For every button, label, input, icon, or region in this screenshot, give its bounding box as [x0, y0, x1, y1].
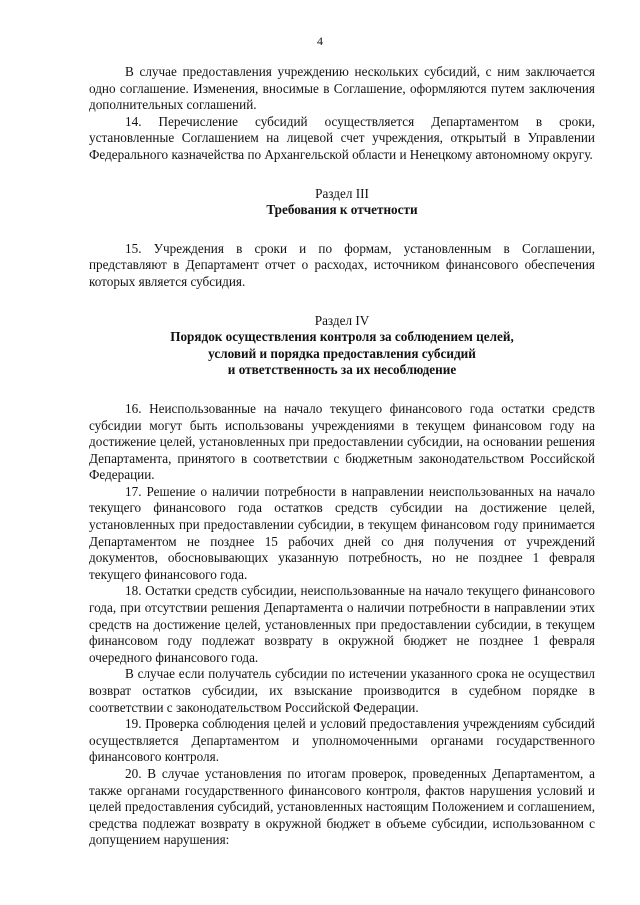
paragraph-17: 17. Решение о наличии потребности в направлении неиспользованных на начало текущего финансового года остатков средств субсидии на достижение целей, установленных при предоставлении субсидии, в текущем финансовом году принимается Департаментом не позднее 15 рабочих дней со дня получения от учреждений документов, обосновывающих указанную потребность, но не позднее 1 февраля текущего финансового года. [89, 483, 595, 582]
document-body [89, 64, 595, 849]
section-3-title: Требования к отчетности [266, 202, 418, 218]
section-3-label: Раздел III [315, 185, 369, 201]
paragraph-16: 16. Неиспользованные на начало текущего финансового года остатки средств субсидии могут быть использованы учреждениями в текущем финансовом году на достижение целей, установленных при предоставлении субсидии, на основании решения Департамента, принятого в соответствии с бюджетным законодательством Российской Федерации. [89, 400, 595, 483]
section-4-title-line-2: условий и порядка предоставления субсидий [208, 345, 476, 361]
paragraph-multiple-subsidies: В случае предоставления учреждению нескольких субсидий, с ним заключается одно соглашение. Изменения, вносимые в Соглашение, оформляются путем заключения дополнительных соглашений. [89, 64, 595, 113]
section-4-title-line-3: и ответственность за их несоблюдение [227, 362, 457, 378]
paragraph-19: 19. Проверка соблюдения целей и условий предоставления учреждениям субсидий осуществляется Департаментом и уполномоченными органами государственного финансового контроля. [89, 716, 595, 765]
paragraph-15: 15. Учреждения в сроки и по формам, установленным в Соглашении, представляют в Департамент отчет о расходах, источником финансового обеспечения которых является субсидия. [89, 240, 595, 289]
section-4-label: Раздел IV [314, 312, 370, 328]
section-4-title-line-1: Порядок осуществления контроля за соблюдением целей, [170, 329, 514, 345]
page-number: 4 [317, 34, 323, 48]
paragraph-14: 14. Перечисление субсидий осуществляется Департаментом в сроки, установленные Соглашением на лицевой счет учреждения, открытый в Управлении Федерального казначейства по Архангельской области и Ненецкому автономному округу. [89, 113, 595, 162]
paragraph-18-continuation: В случае если получатель субсидии по истечении указанного срока не осуществил возврат остатков субсидии, их взыскание производится в судебном порядке в соответствии с законодательством Российской Федерации. [89, 666, 595, 715]
paragraph-18: 18. Остатки средств субсидии, неиспользованные на начало текущего финансового года, при отсутствии решения Департамента о наличии потребности в направлении этих средств на достижение целей, установленных при предоставлении субсидии, в текущем финансовом году подлежат возврату в окружной бюджет не позднее 1 февраля очередного финансового года. [89, 583, 595, 665]
paragraph-20: 20. В случае установления по итогам проверок, проведенных Департаментом, а также органами государственного финансового контроля, фактов нарушения условий и целей предоставления субсидий, установленных настоящим Положением и соглашением, средства подлежат возврату в окружной бюджет в объеме субсидии, использованном с допущением нарушения: [89, 765, 595, 848]
